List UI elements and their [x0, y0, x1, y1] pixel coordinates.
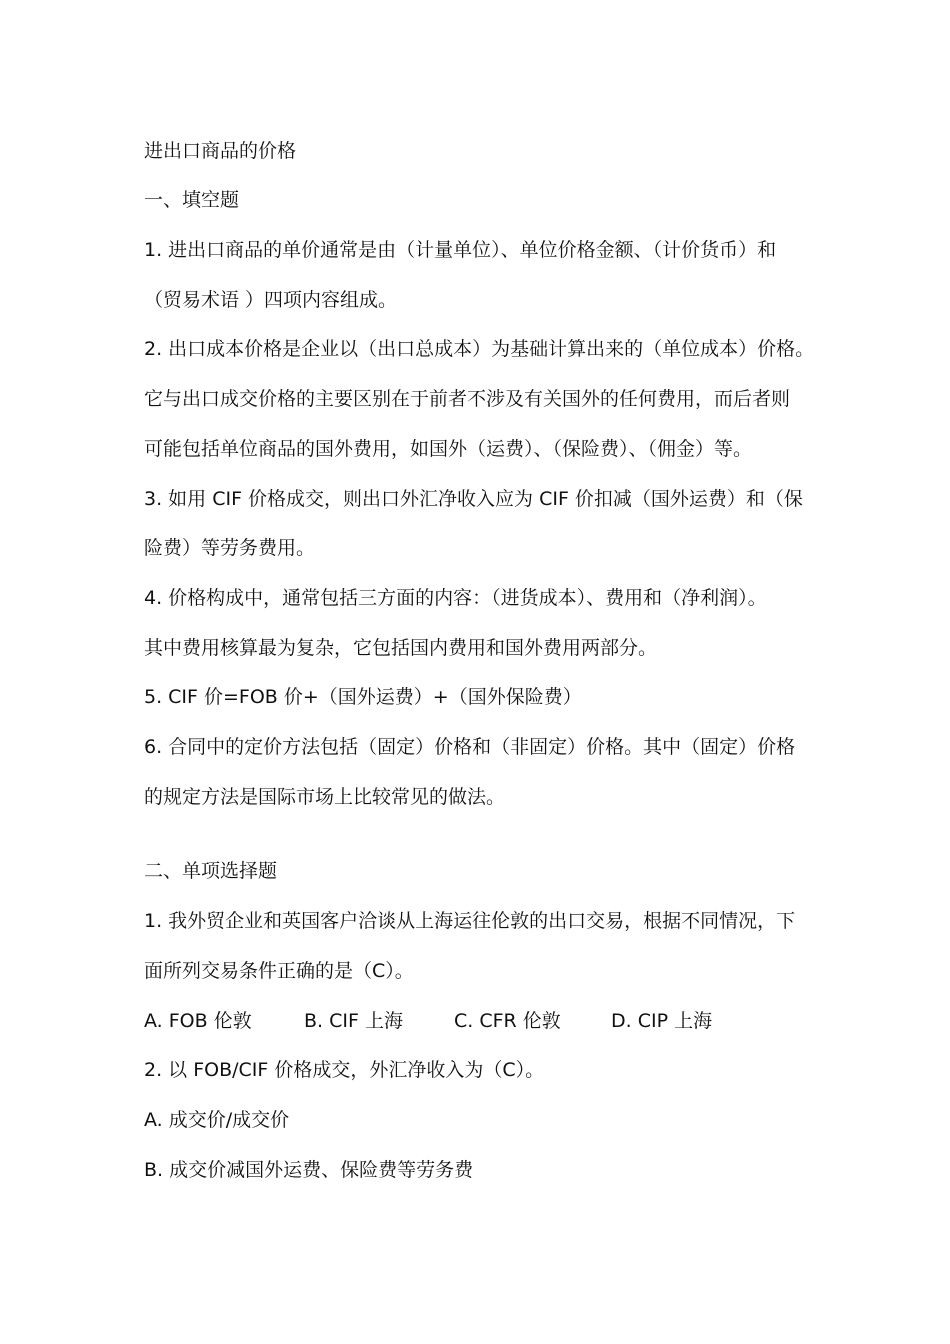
paragraph-line: 它与出口成交价格的主要区别在于前者不涉及有关国外的任何费用，而后者则 — [144, 388, 791, 410]
paragraph-line: 2. 出口成本价格是企业以（出口总成本）为基础计算出来的（单位成本）价格。 — [144, 338, 815, 360]
paragraph-line: 6. 合同中的定价方法包括（固定）价格和（非固定）价格。其中（固定）价格 — [144, 736, 796, 758]
paragraph-line: （贸易术语 ）四项内容组成。 — [144, 289, 398, 311]
paragraph-line: 可能包括单位商品的国外费用，如国外（运费）、（保险费）、（佣金）等。 — [144, 438, 753, 460]
paragraph-line: 4. 价格构成中，通常包括三方面的内容：（进货成本）、费用和（净利润）。 — [144, 587, 767, 609]
paragraph-line: 5. CIF 价=FOB 价+（国外运费）+（国外保险费） — [144, 686, 582, 708]
section-heading-single-choice: 二、单项选择题 — [144, 860, 278, 882]
choice-option-b: B. 成交价减国外运费、保险费等劳务费 — [144, 1159, 474, 1181]
question-line: 2. 以 FOB/CIF 价格成交，外汇净收入为（C）。 — [144, 1059, 545, 1081]
paragraph-line: 其中费用核算最为复杂，它包括国内费用和国外费用两部分。 — [144, 637, 658, 659]
choice-option-c: C. CFR 伦敦 — [454, 1010, 561, 1032]
paragraph-line: 的规定方法是国际市场上比较常见的做法。 — [144, 786, 506, 808]
choice-option-d: D. CIP 上海 — [611, 1010, 713, 1032]
document-title: 进出口商品的价格 — [144, 140, 297, 162]
question-line: 1. 我外贸企业和英国客户洽谈从上海运往伦敦的出口交易，根据不同情况，下 — [144, 910, 796, 932]
question-line: 面所列交易条件正确的是（C）。 — [144, 960, 414, 982]
paragraph-line: 险费）等劳务费用。 — [144, 537, 316, 559]
section-heading-fill-blank: 一、填空题 — [144, 189, 240, 211]
choice-option-a: A. 成交价/成交价 — [144, 1109, 290, 1131]
paragraph-line: 1. 进出口商品的单价通常是由（计量单位）、单位价格金额、（计价货币）和 — [144, 239, 777, 261]
choice-option-b: B. CIF 上海 — [304, 1010, 403, 1032]
paragraph-line: 3. 如用 CIF 价格成交，则出口外汇净收入应为 CIF 价扣减（国外运费）和（保 — [144, 488, 803, 510]
choice-option-a: A. FOB 伦敦 — [144, 1010, 252, 1032]
